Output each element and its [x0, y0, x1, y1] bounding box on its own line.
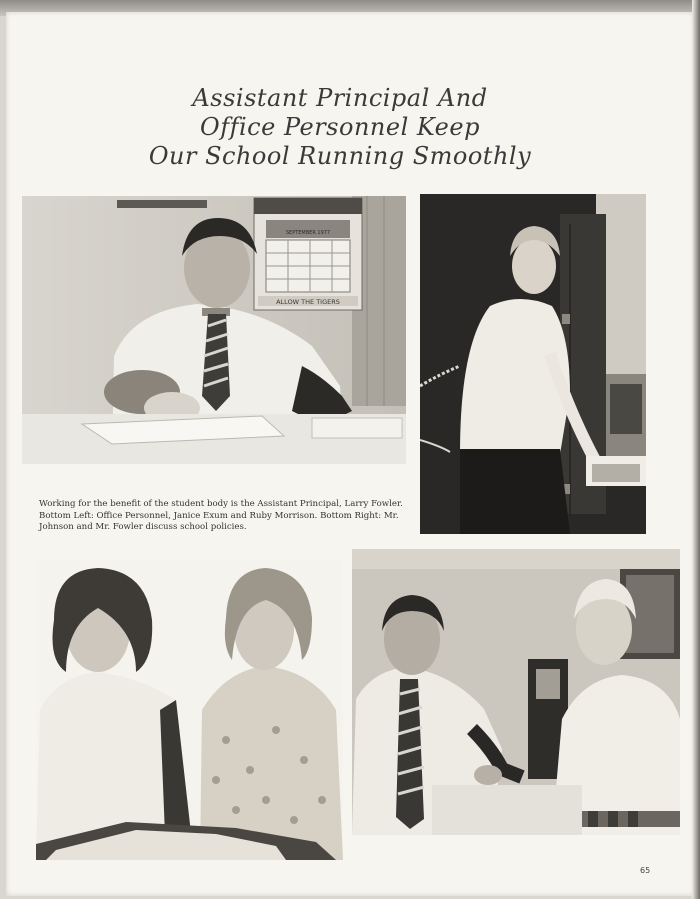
photo-office-worker: [420, 194, 646, 534]
photo-office-personnel: [36, 560, 343, 860]
calendar-sign-text: ALLOW THE TIGERS: [276, 298, 340, 306]
page-number: 65: [640, 866, 651, 875]
title-line-3: Our School Running Smoothly: [148, 142, 532, 170]
photo-caption: Working for the benefit of the student body is the Assistant Principal, Larry Fowler. Bottom Left: Office Personnel, Janice Exum and Ruby Morrison. Bottom Right: Mr. Johnson and Mr. Fowler discuss school policies.: [39, 499, 403, 532]
title-line-2: Office Personnel Keep: [200, 113, 480, 141]
title-line-1: Assistant Principal And: [192, 84, 488, 112]
page-edge-shadow: [692, 0, 700, 899]
photo-assistant-principal: [22, 196, 406, 464]
calendar-month: SEPTEMBER 1977: [285, 230, 331, 236]
photo-johnson-fowler: [352, 549, 680, 835]
page-title: [60, 84, 620, 171]
